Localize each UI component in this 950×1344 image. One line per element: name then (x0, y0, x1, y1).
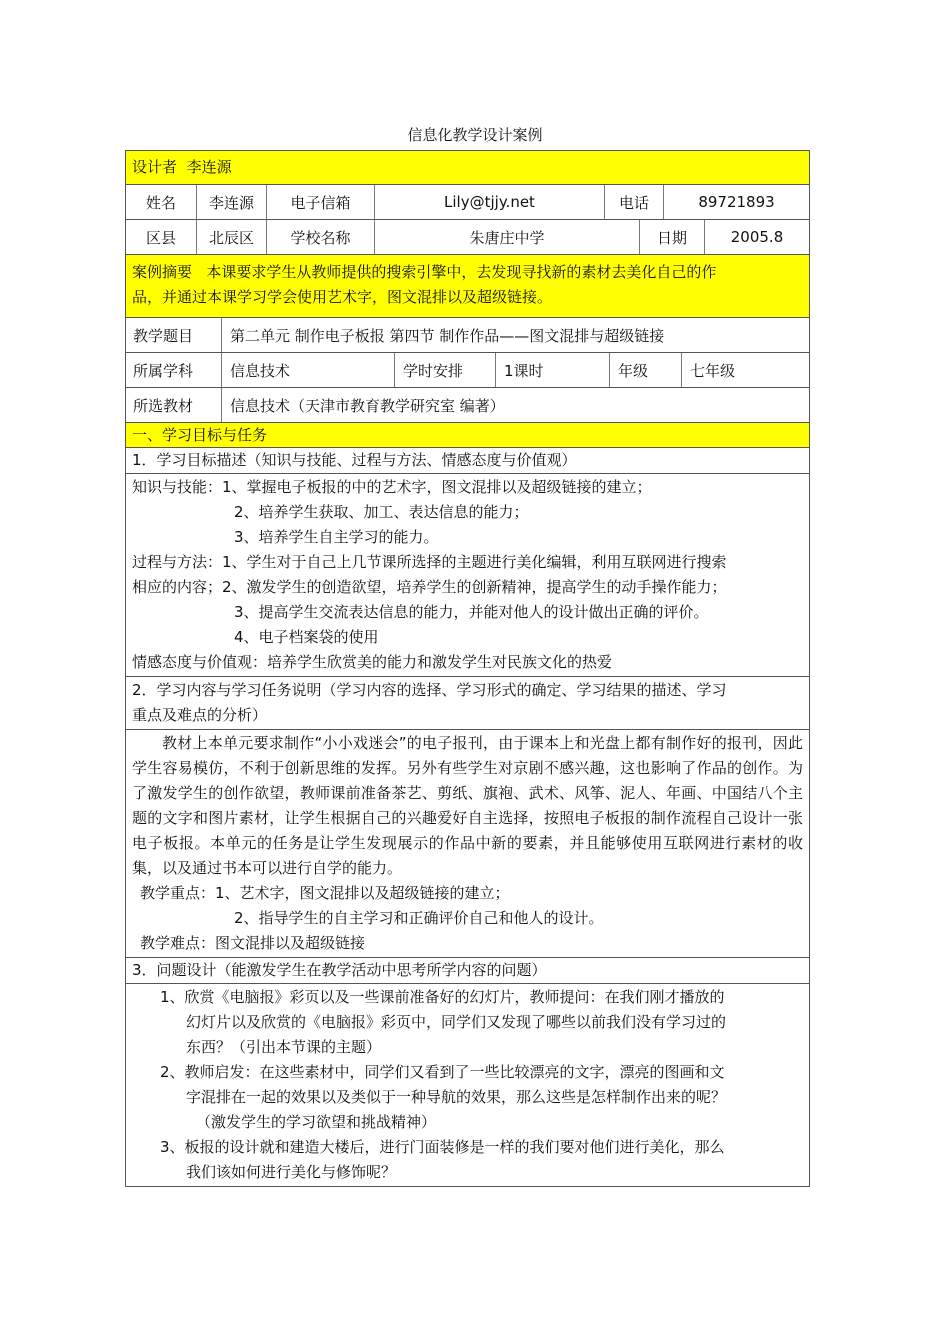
subsection-2-title-line-2: 重点及难点的分析） (132, 706, 268, 724)
name-value: 李连源 (196, 185, 266, 219)
subsection-3-header (125, 958, 810, 984)
subject-value: 信息技术 (221, 353, 394, 387)
phone-label: 电话 (604, 185, 663, 219)
goal-emotion: 情感态度与价值观：培养学生欣赏美的能力和激发学生对民族文化的热爱 (132, 653, 613, 671)
designer-line (126, 151, 809, 184)
date-value: 2005.8 (704, 220, 809, 254)
subsection-1-header (125, 448, 810, 474)
questions-text (126, 984, 809, 1186)
subsection-2-title (126, 677, 809, 729)
content-text (126, 730, 809, 957)
goal-process-2: 相应的内容；2、激发学生的创造欲望，培养学生的创新精神，提高学生的动手操作能力； (132, 578, 727, 596)
topic-label: 教学题目 (133, 326, 194, 345)
question-2-line-2: 字混排在一起的效果以及类似于一种导航的效果，那么这些是怎样制作出来的呢？ (186, 1088, 727, 1106)
grade-label: 年级 (609, 353, 681, 387)
subject-label: 所属学科 (133, 361, 194, 380)
abstract-row (125, 255, 810, 318)
document-title: 信息化教学设计案例 (407, 126, 543, 144)
question-1-line-2: 幻灯片以及欣赏的《电脑报》彩页中，同学们又发现了哪些以前我们没有学习过的 (186, 1013, 727, 1031)
question-3-line-2: 我们该如何进行美化与修饰呢？ (186, 1163, 397, 1181)
abstract-text (126, 255, 809, 310)
district-label: 区县 (145, 228, 176, 247)
content-paragraph: 教材上本单元要求制作“小小戏迷会”的电子报刊，由于课本上和光盘上都有制作好的报刊，因此学生容易模仿，不利于创新思维的发挥。另外有些学生对京剧不感兴趣，这也影响了作品的创作。为了激发学生的创作欲望，教师课前准备茶艺、剪纸、旗袍、武术、风筝、泥人、年画、中国结八个主题的文字和图片素材，让学生根据自己的兴趣爱好自主选择，按照电子板报的制作流程自己设计一张电子板报。本单元的任务是让学生发现展示的作品中新的要素，并且能够使用互联网进行素材的收集，以及通过书本可以进行自学的能力。 (132, 734, 803, 877)
topic-value: 第二单元 制作电子板报 第四节 制作作品——图文混排与超级链接 (221, 318, 809, 352)
email-value: Lily@tjjy.net (374, 185, 604, 219)
key-point-1: 教学重点：1、艺术字，图文混排以及超级链接的建立； (140, 884, 510, 902)
lesson-design-table (125, 150, 810, 1187)
phone-value: 89721893 (663, 185, 809, 219)
subsection-2-title-line-1: 2．学习内容与学习任务说明（学习内容的选择、学习形式的确定、学习结果的描述、学习 (132, 681, 727, 699)
content-block (125, 730, 810, 958)
goal-process-1: 过程与方法：1、学生对于自己上几节课所选择的主题进行美化编辑，利用互联网进行搜索 (132, 553, 727, 571)
section-1-title: 一、学习目标与任务 (132, 426, 268, 444)
goal-knowledge-3: 3、培养学生自主学习的能力。 (234, 528, 439, 546)
goal-process-3: 3、提高学生交流表达信息的能力，并能对他人的设计做出正确的评价。 (234, 603, 709, 621)
question-1-line-1: 1、欣赏《电脑报》彩页以及一些课前准备好的幻灯片，教师提问：在我们刚才播放的 (160, 988, 725, 1006)
district-value: 北辰区 (196, 220, 266, 254)
section-1-header (125, 423, 810, 448)
designer-row (125, 150, 810, 185)
subject-row (125, 353, 810, 388)
hours-value: 1课时 (495, 353, 609, 387)
goal-knowledge-1: 知识与技能：1、掌握电子板报的中的艺术字，图文混排以及超级链接的建立； (132, 478, 652, 496)
goals-text (126, 474, 809, 676)
subsection-3-title: 3．问题设计（能激发学生在教学活动中思考所学内容的问题） (132, 961, 547, 979)
question-2-line-3: （激发学生的学习欲望和挑战精神） (196, 1113, 437, 1131)
difficulty: 教学难点：图文混排以及超级链接 (140, 934, 366, 952)
textbook-value: 信息技术（天津市教育教学研究室 编著） (221, 388, 809, 422)
key-point-2: 2、指导学生的自主学习和正确评价自己和他人的设计。 (234, 909, 604, 927)
designer-label: 设计者 (132, 158, 178, 176)
question-1-line-3: 东西？（引出本节课的主题） (186, 1038, 382, 1056)
questions-block (125, 984, 810, 1187)
topic-row (125, 318, 810, 353)
goals-block (125, 474, 810, 677)
textbook-label: 所选教材 (133, 396, 194, 415)
abstract-line-1: 本课要求学生从教师提供的搜索引擎中，去发现寻找新的素材去美化自己的作 (206, 263, 717, 281)
hours-label: 学时安排 (394, 353, 495, 387)
question-3-line-1: 3、板报的设计就和建造大楼后，进行门面装修是一样的我们要对他们进行美化，那么 (160, 1138, 725, 1156)
info-row-2 (125, 220, 810, 255)
textbook-row (125, 388, 810, 423)
goal-knowledge-2: 2、培养学生获取、加工、表达信息的能力； (234, 503, 529, 521)
email-label: 电子信箱 (266, 185, 374, 219)
name-label: 姓名 (145, 193, 176, 212)
designer-name: 李连源 (186, 158, 232, 176)
date-label: 日期 (639, 220, 704, 254)
subsection-2-header (125, 677, 810, 730)
grade-value: 七年级 (681, 353, 809, 387)
info-row-1 (125, 185, 810, 220)
abstract-line-2: 品，并通过本课学习学会使用艺术字，图文混排以及超级链接。 (132, 288, 553, 306)
subsection-1-title: 1．学习目标描述（知识与技能、过程与方法、情感态度与价值观） (132, 451, 577, 469)
question-2-line-1: 2、教师启发：在这些素材中，同学们又看到了一些比较漂亮的文字，漂亮的图画和文 (160, 1063, 725, 1081)
abstract-label: 案例摘要 (132, 263, 193, 281)
school-label: 学校名称 (266, 220, 374, 254)
goal-process-4: 4、电子档案袋的使用 (234, 628, 379, 646)
school-value: 朱唐庄中学 (374, 220, 639, 254)
